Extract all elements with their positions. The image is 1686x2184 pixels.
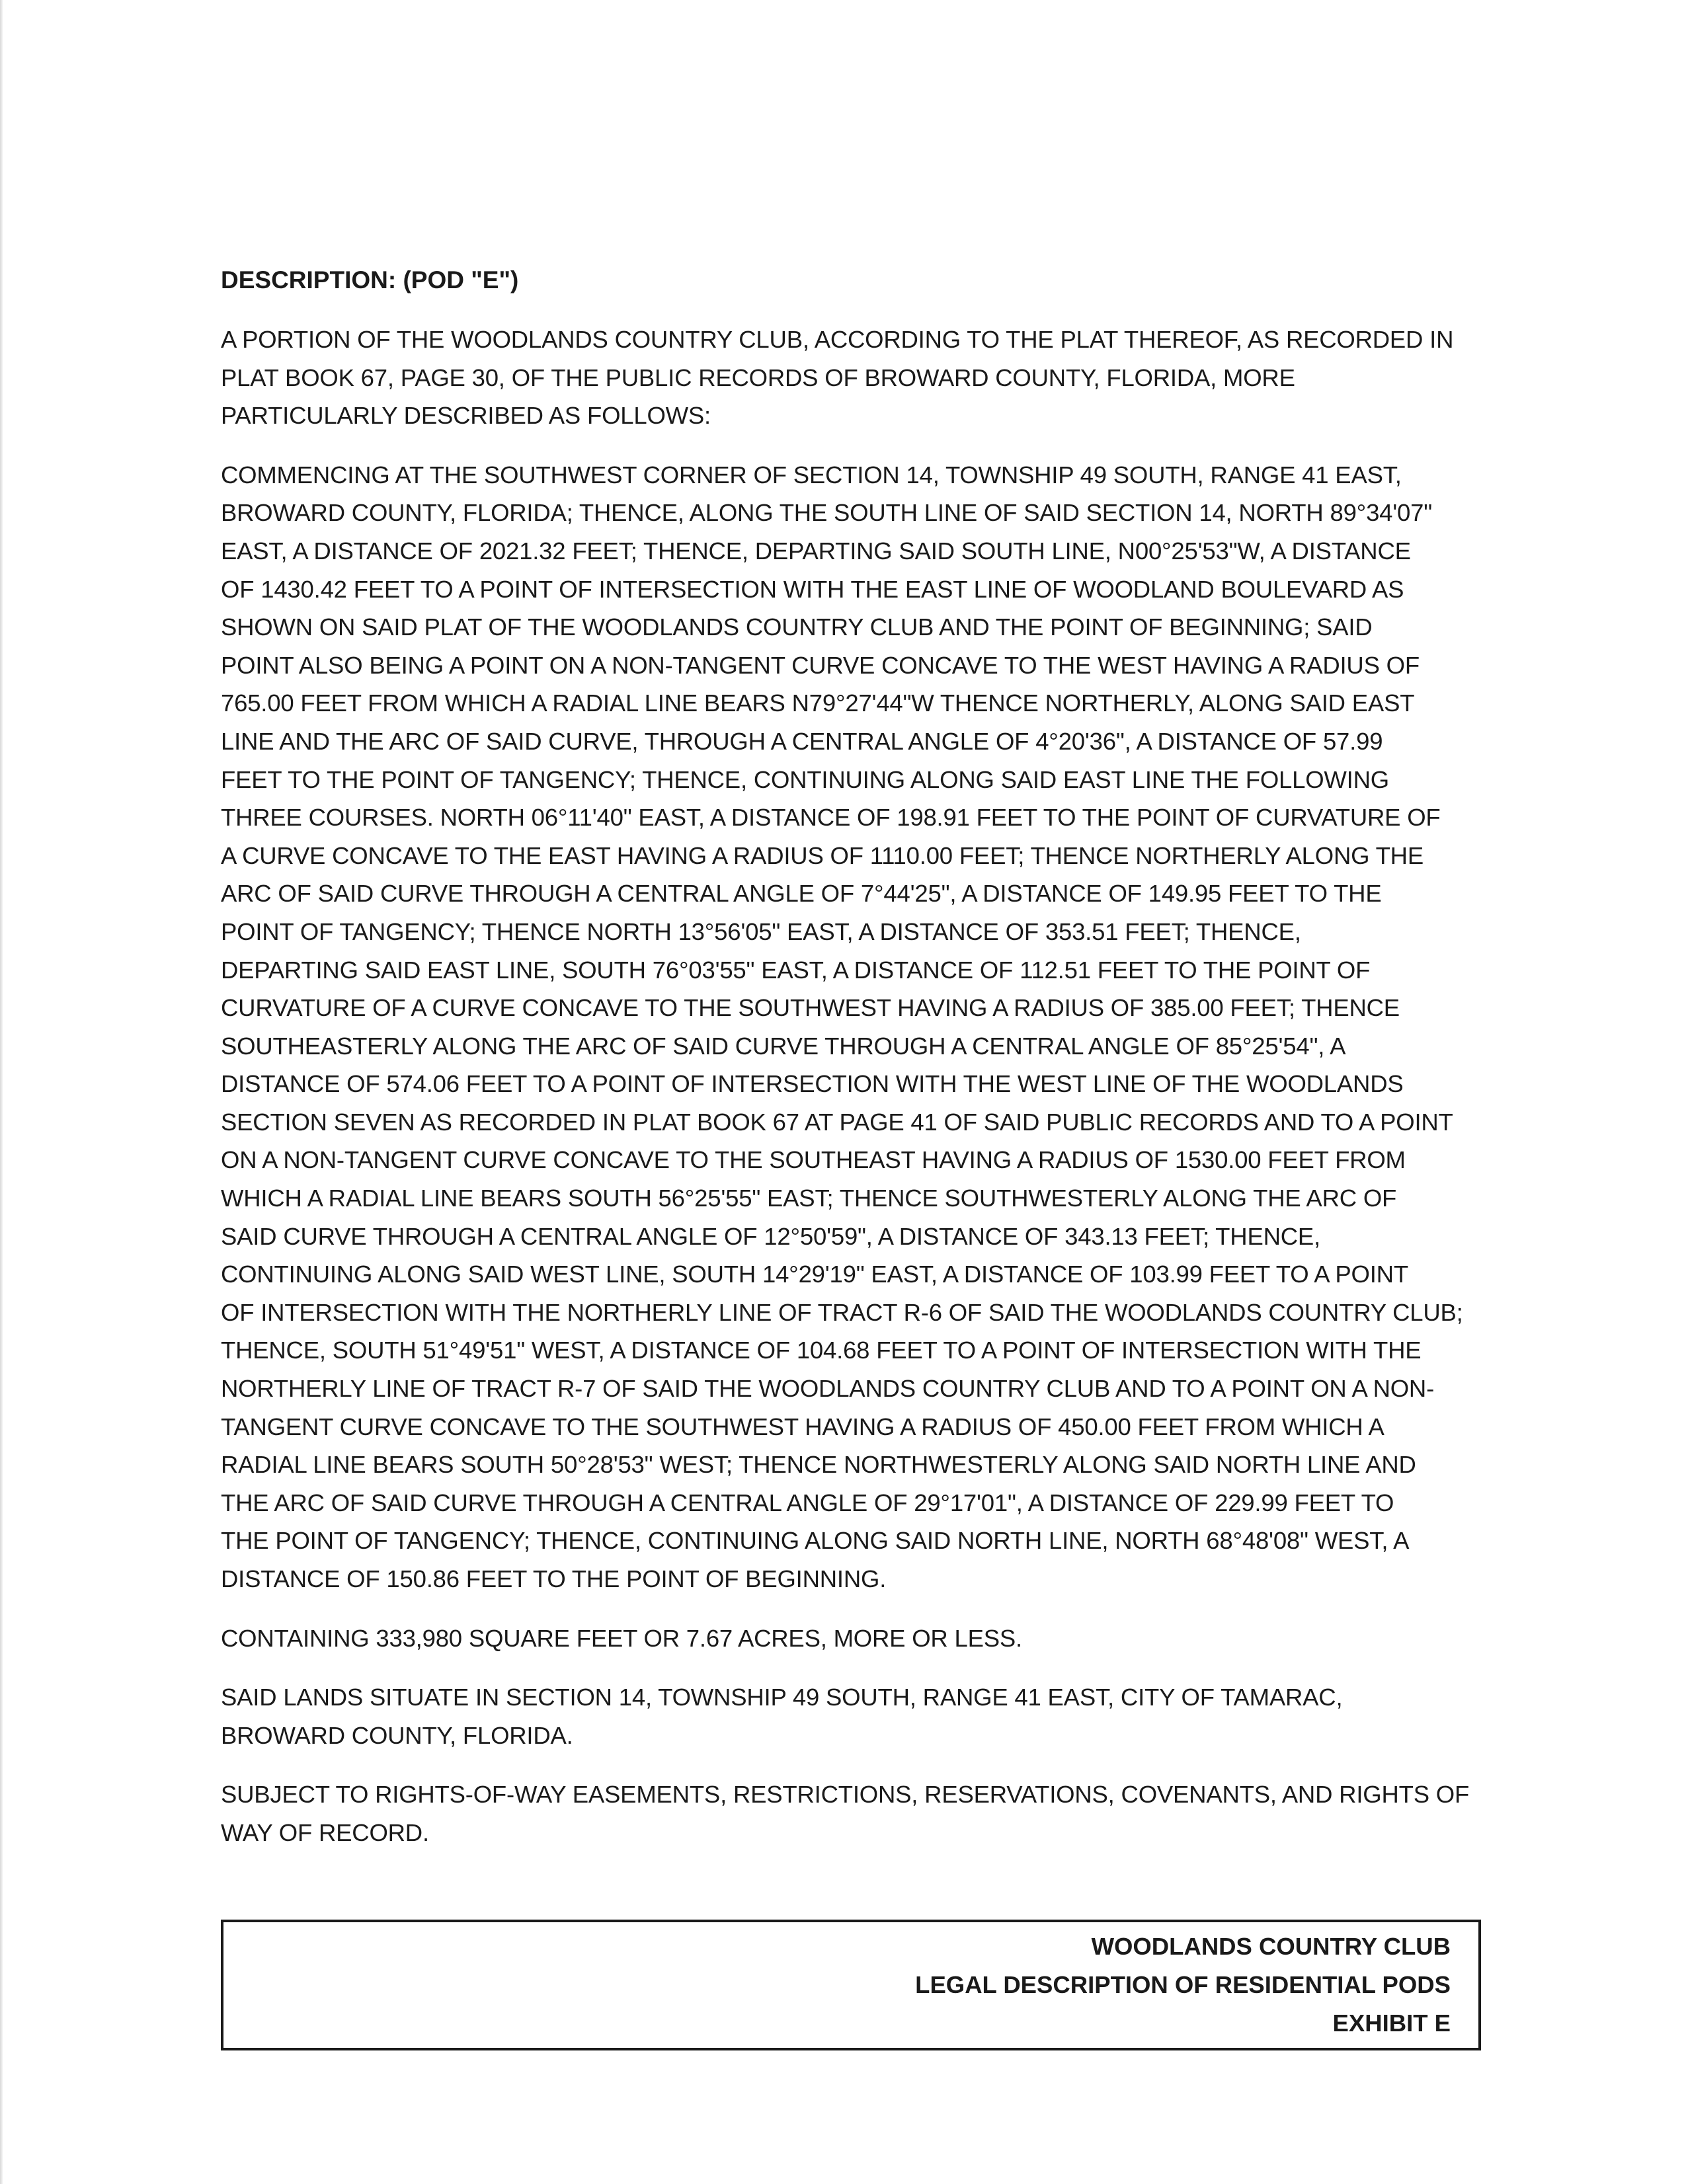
title-block-subtitle: LEGAL DESCRIPTION OF RESIDENTIAL PODS: [915, 1971, 1451, 1998]
paragraph-line: THE POINT OF TANGENCY; THENCE, CONTINUING ALONG SAID NORTH LINE, NORTH 68°48'08" WEST, A: [221, 1527, 1410, 1555]
paragraph: [221, 1619, 1464, 1658]
paragraph-line: RADIAL LINE BEARS SOUTH 50°28'53" WEST; THENCE NORTHWESTERLY ALONG SAID NORTH LINE AND: [221, 1451, 1416, 1479]
paragraph-line: SECTION SEVEN AS RECORDED IN PLAT BOOK 67 AT PAGE 41 OF SAID PUBLIC RECORDS AND TO A POINT: [221, 1108, 1453, 1136]
paragraph-line: OF INTERSECTION WITH THE NORTHERLY LINE OF TRACT R-6 OF SAID THE WOODLANDS COUNTRY CLUB;: [221, 1298, 1463, 1326]
paragraph-line: SHOWN ON SAID PLAT OF THE WOODLANDS COUNTRY CLUB AND THE POINT OF BEGINNING; SAID: [221, 613, 1373, 641]
paragraph-line: THREE COURSES. NORTH 06°11'40" EAST, A DISTANCE OF 198.91 FEET TO THE POINT OF CURVATURE OF: [221, 804, 1441, 832]
paragraph: [221, 1678, 1464, 1754]
paragraph-line: THENCE, SOUTH 51°49'51" WEST, A DISTANCE OF 104.68 FEET TO A POINT OF INTERSECTION WITH THE: [221, 1337, 1422, 1364]
title-block-project: WOODLANDS COUNTRY CLUB: [1091, 1933, 1451, 1960]
document-body: [221, 261, 1470, 1873]
paragraph-line: ARC OF SAID CURVE THROUGH A CENTRAL ANGLE OF 7°44'25", A DISTANCE OF 149.95 FEET TO THE: [221, 880, 1382, 908]
scan-edge: [0, 0, 3, 2184]
paragraph-line: ON A NON-TANGENT CURVE CONCAVE TO THE SOUTHEAST HAVING A RADIUS OF 1530.00 FEET FROM: [221, 1146, 1406, 1174]
paragraph-line: 765.00 FEET FROM WHICH A RADIAL LINE BEARS N79°27'44"W THENCE NORTHERLY, ALONG SAID EAST: [221, 689, 1415, 717]
paragraph-line: DEPARTING SAID EAST LINE, SOUTH 76°03'55" EAST, A DISTANCE OF 112.51 FEET TO THE POINT OF: [221, 956, 1371, 984]
paragraph-line: TANGENT CURVE CONCAVE TO THE SOUTHWEST HAVING A RADIUS OF 450.00 FEET FROM WHICH A: [221, 1413, 1385, 1440]
paragraph-line: CURVATURE OF A CURVE CONCAVE TO THE SOUTHWEST HAVING A RADIUS OF 385.00 FEET; THENCE: [221, 994, 1400, 1022]
paragraph-line: SAID CURVE THROUGH A CENTRAL ANGLE OF 12°50'59", A DISTANCE OF 343.13 FEET; THENCE,: [221, 1222, 1320, 1250]
paragraph-line: A CURVE CONCAVE TO THE EAST HAVING A RADIUS OF 1110.00 FEET; THENCE NORTHERLY ALONG THE: [221, 841, 1424, 869]
paragraph-line: A PORTION OF THE WOODLANDS COUNTRY CLUB, ACCORDING TO THE PLAT THEREOF, AS RECORDED IN: [221, 326, 1454, 353]
paragraph-line: CONTAINING 333,980 SQUARE FEET OR 7.67 ACRES, MORE OR LESS.: [221, 1624, 1023, 1652]
paragraph-line: CONTINUING ALONG SAID WEST LINE, SOUTH 14°29'19" EAST, A DISTANCE OF 103.99 FEET TO A POINT: [221, 1261, 1408, 1288]
paragraph-line: LINE AND THE ARC OF SAID CURVE, THROUGH A CENTRAL ANGLE OF 4°20'36", A DISTANCE OF 57.99: [221, 727, 1383, 755]
paragraph-line: BROWARD COUNTY, FLORIDA; THENCE, ALONG THE SOUTH LINE OF SAID SECTION 14, NORTH 89°34'07": [221, 499, 1432, 527]
paragraph-line: PARTICULARLY DESCRIBED AS FOLLOWS:: [221, 402, 711, 430]
paragraph-line: WAY OF RECORD.: [221, 1818, 429, 1846]
title-block: [221, 1920, 1481, 2050]
title-block-exhibit: EXHIBIT E: [1332, 2009, 1451, 2037]
paragraph-line: NORTHERLY LINE OF TRACT R-7 OF SAID THE WOODLANDS COUNTRY CLUB AND TO A POINT ON A NON-: [221, 1375, 1435, 1403]
paragraph-line: SAID LANDS SITUATE IN SECTION 14, TOWNSHIP 49 SOUTH, RANGE 41 EAST, CITY OF TAMARAC,: [221, 1684, 1343, 1711]
paragraph-line: FEET TO THE POINT OF TANGENCY; THENCE, CONTINUING ALONG SAID EAST LINE THE FOLLOWING: [221, 765, 1389, 793]
paragraph-line: OF 1430.42 FEET TO A POINT OF INTERSECTION WITH THE EAST LINE OF WOODLAND BOULEVARD AS: [221, 575, 1404, 603]
paragraph-line: POINT ALSO BEING A POINT ON A NON-TANGENT CURVE CONCAVE TO THE WEST HAVING A RADIUS OF: [221, 651, 1420, 679]
paragraph-line: DISTANCE OF 574.06 FEET TO A POINT OF INTERSECTION WITH THE WEST LINE OF THE WOODLANDS: [221, 1070, 1404, 1098]
paragraph-line: BROWARD COUNTY, FLORIDA.: [221, 1721, 573, 1749]
paragraph-list: [221, 321, 1470, 1852]
paragraph: [221, 456, 1464, 1598]
paragraph-line: POINT OF TANGENCY; THENCE NORTH 13°56'05" EAST, A DISTANCE OF 353.51 FEET; THENCE,: [221, 917, 1301, 945]
paragraph-line: EAST, A DISTANCE OF 2021.32 FEET; THENCE, DEPARTING SAID SOUTH LINE, N00°25'53"W, A DISTANCE: [221, 537, 1411, 565]
paragraph: [221, 321, 1464, 435]
description-heading: DESCRIPTION: (POD "E"): [221, 266, 519, 293]
paragraph: [221, 1775, 1470, 1852]
paragraph-line: SOUTHEASTERLY ALONG THE ARC OF SAID CURVE THROUGH A CENTRAL ANGLE OF 85°25'54", A: [221, 1032, 1346, 1060]
paragraph-line: WHICH A RADIAL LINE BEARS SOUTH 56°25'55" EAST; THENCE SOUTHWESTERLY ALONG THE ARC OF: [221, 1185, 1397, 1212]
paragraph-line: SUBJECT TO RIGHTS-OF-WAY EASEMENTS, RESTRICTIONS, RESERVATIONS, COVENANTS, AND RIGHTS OF: [221, 1781, 1470, 1809]
paragraph-line: THE ARC OF SAID CURVE THROUGH A CENTRAL ANGLE OF 29°17'01", A DISTANCE OF 229.99 FEET TO: [221, 1489, 1394, 1516]
paragraph-line: COMMENCING AT THE SOUTHWEST CORNER OF SECTION 14, TOWNSHIP 49 SOUTH, RANGE 41 EAST,: [221, 461, 1402, 488]
paragraph-line: PLAT BOOK 67, PAGE 30, OF THE PUBLIC RECORDS OF BROWARD COUNTY, FLORIDA, MORE: [221, 364, 1295, 391]
paragraph-line: DISTANCE OF 150.86 FEET TO THE POINT OF BEGINNING.: [221, 1565, 887, 1592]
